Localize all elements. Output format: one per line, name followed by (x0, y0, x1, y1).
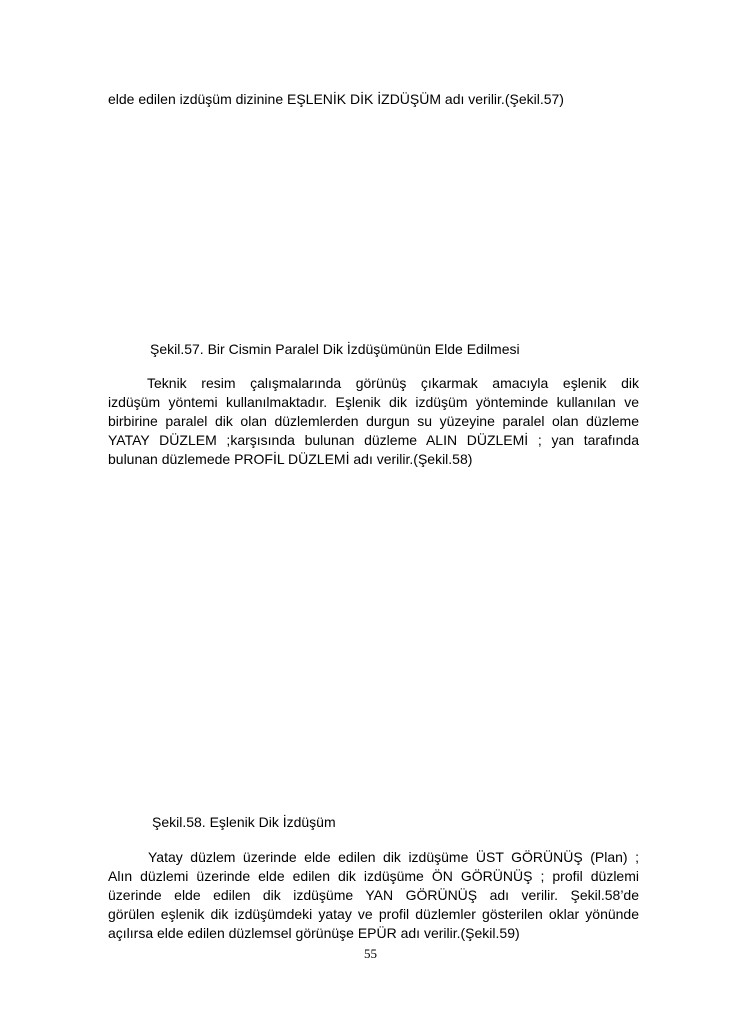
paragraph-2-line: görülen eşlenik dik izdüşümdeki yatay ve profil düzlemler gösterilen oklar yönünde (108, 906, 639, 922)
paragraph-2-line: Alın düzlemi üzerinde elde edilen dik izdüşüme ÖN GÖRÜNÜŞ ; profil düzlemi (108, 868, 639, 884)
paragraph-1-line: Teknik resim çalışmalarında görünüş çıkarmak amacıyla eşlenik dik (147, 375, 639, 391)
figure-57-area (108, 115, 639, 330)
paragraph-1 (108, 374, 639, 469)
top-text-line: elde edilen izdüşüm dizinine EŞLENİK DİK İZDÜŞÜM adı verilir.(Şekil.57) (108, 91, 564, 107)
figure-58-area (108, 480, 639, 805)
paragraph-2-line: açılırsa elde edilen düzlemsel görünüşe EPÜR adı verilir.(Şekil.59) (108, 925, 520, 941)
paragraph-1-line: birbirine paralel dik olan düzlemlerden durgun su yüzeyine paralel olan düzleme (108, 413, 639, 429)
paragraph-1-line: YATAY DÜZLEM ;karşısında bulunan düzleme ALIN DÜZLEMİ ; yan tarafında (108, 432, 639, 448)
paragraph-2 (108, 848, 639, 943)
figure-57-caption: Şekil.57. Bir Cismin Paralel Dik İzdüşümünün Elde Edilmesi (150, 341, 520, 357)
paragraph-1-line: bulunan düzlemede PROFİL DÜZLEMİ adı verilir.(Şekil.58) (108, 451, 473, 467)
paragraph-2-line: Yatay düzlem üzerinde elde edilen dik izdüşüme ÜST GÖRÜNÜŞ (Plan) ; (148, 849, 639, 865)
page-number: 55 (364, 946, 377, 961)
paragraph-1-line: izdüşüm yöntemi kullanılmaktadır. Eşlenik dik izdüşüm yönteminde kullanılan ve (108, 394, 639, 410)
paragraph-2-line: üzerinde elde edilen dik izdüşüme YAN GÖRÜNÜŞ adı verilir. Şekil.58’de (108, 887, 639, 903)
figure-58-caption: Şekil.58. Eşlenik Dik İzdüşüm (152, 814, 336, 830)
